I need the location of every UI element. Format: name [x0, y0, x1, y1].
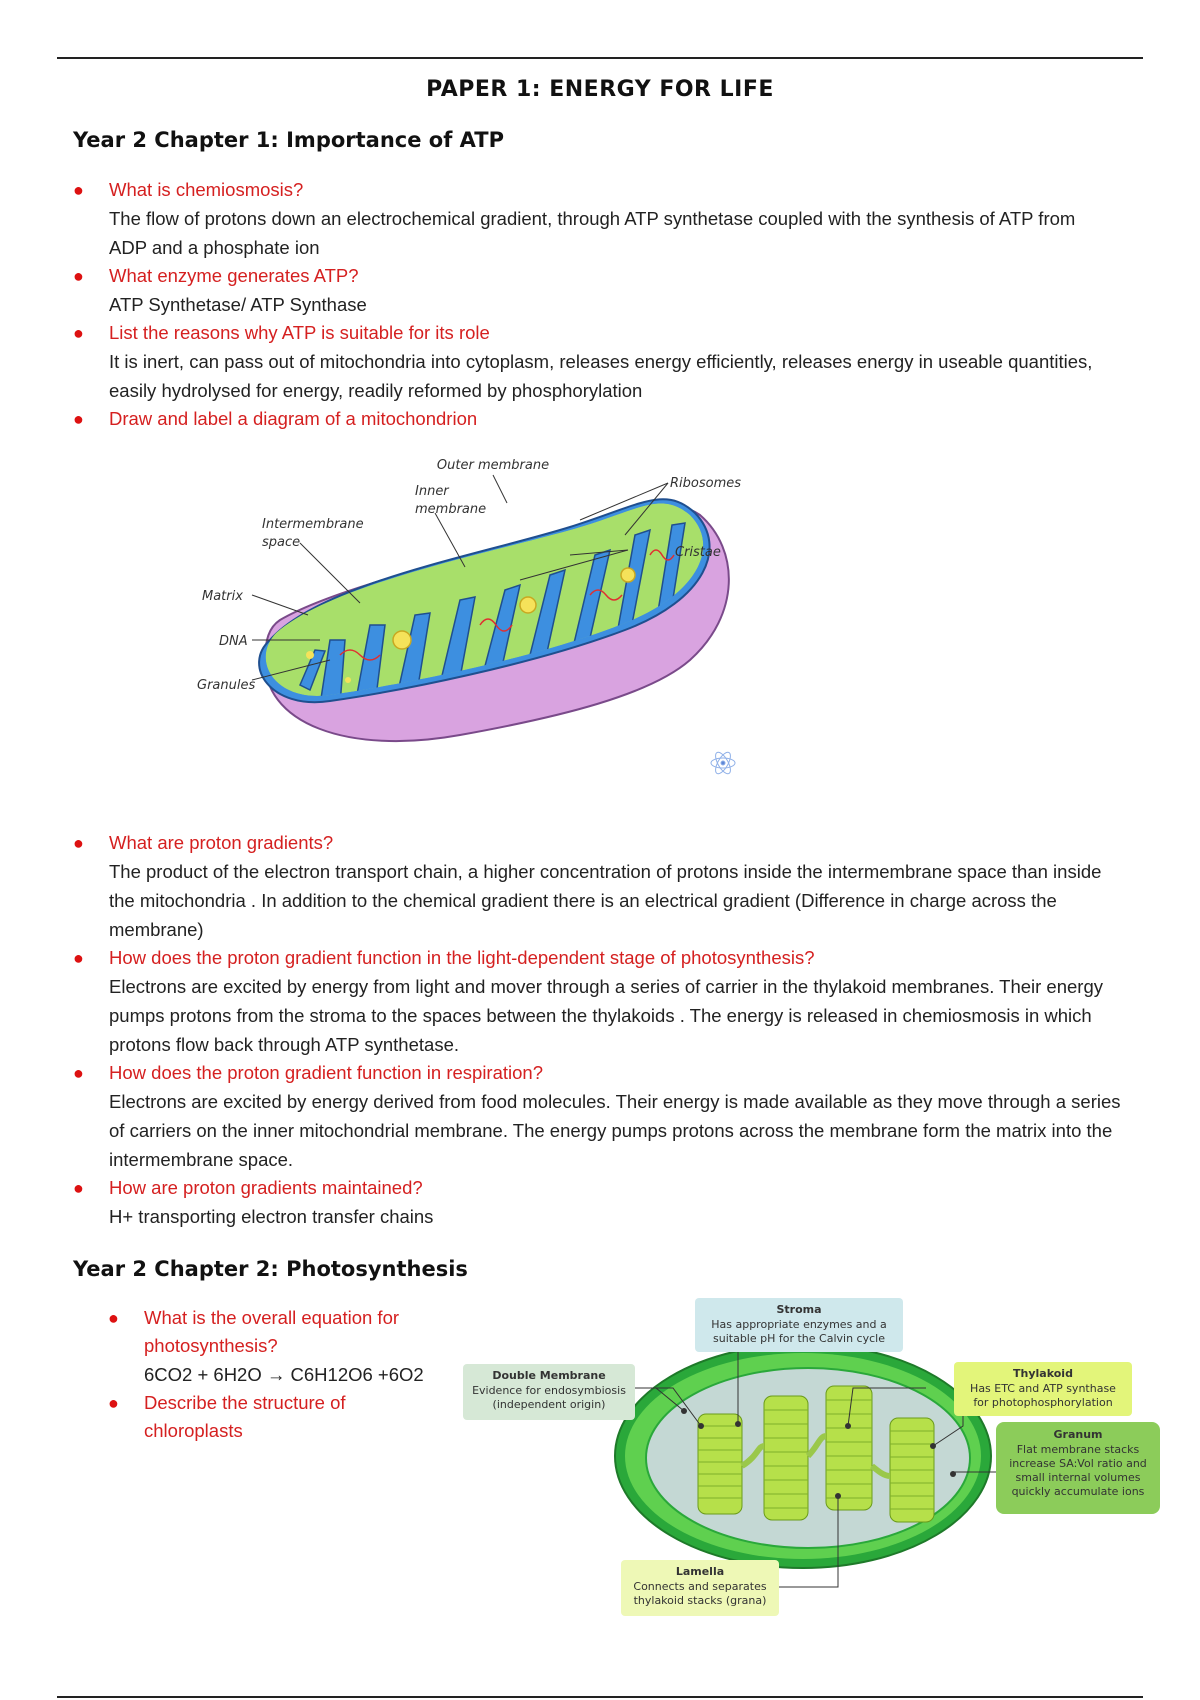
bullet-icon: ●	[108, 1393, 119, 1413]
chapter-1-heading: Year 2 Chapter 1: Importance of ATP	[73, 128, 505, 152]
granum-title: Granum	[1053, 1428, 1103, 1441]
bullet-icon: ●	[73, 1063, 84, 1083]
thylakoid-line-1: Has ETC and ATP synthase	[970, 1382, 1116, 1395]
list-item	[73, 405, 1113, 433]
question-text: How does the proton gradient function in the light-dependent stage of photosynthesis?	[109, 947, 815, 968]
question-text: What is chemiosmosis?	[109, 179, 304, 200]
granum-line-3: small internal volumes	[1015, 1471, 1141, 1484]
answer-text: H+ transporting electron transfer chains	[109, 1206, 434, 1227]
question-text: What enzyme generates ATP?	[109, 265, 359, 286]
stroma-line-2: suitable pH for the Calvin cycle	[713, 1332, 885, 1345]
matrix-label: Matrix	[202, 589, 243, 604]
double-membrane-line-2: (independent origin)	[492, 1398, 606, 1411]
bullet-icon: ●	[73, 323, 84, 343]
thylakoid-line-2: for photophosphorylation	[973, 1396, 1113, 1409]
question-text: How does the proton gradient function in respiration?	[109, 1062, 543, 1083]
chapter-1-qa-list-2	[73, 829, 1123, 1231]
granules-label: Granules	[197, 678, 256, 693]
list-item	[73, 1174, 1123, 1231]
inner-membrane-label-1: Inner	[415, 484, 449, 499]
outer-membrane-label: Outer membrane	[436, 458, 550, 473]
list-item	[73, 176, 1113, 262]
bullet-icon: ●	[73, 409, 84, 429]
answer-text: The flow of protons down an electrochemical gradient, through ATP synthetase coupled with the synthesis of ATP from ADP and a phosphate ion	[109, 208, 1076, 258]
list-item	[73, 262, 1113, 319]
question-text: Draw and label a diagram of a mitochondrion	[109, 408, 478, 429]
bullet-icon: ●	[73, 1178, 84, 1198]
double-membrane-title: Double Membrane	[492, 1369, 606, 1382]
lamella-line-2: thylakoid stacks (grana)	[633, 1594, 767, 1607]
question-text: List the reasons why ATP is suitable for its role	[109, 322, 490, 343]
granum-line-4: quickly accumulate ions	[1011, 1485, 1145, 1498]
question-text: Describe the structure of chloroplasts	[144, 1392, 346, 1441]
list-item	[73, 944, 1123, 1059]
page-title: PAPER 1: ENERGY FOR LIFE	[426, 77, 774, 102]
stroma-line-1: Has appropriate enzymes and a	[711, 1318, 887, 1331]
dna-label: DNA	[219, 634, 248, 649]
bullet-icon: ●	[73, 180, 84, 200]
chapter-2-heading: Year 2 Chapter 2: Photosynthesis	[73, 1257, 468, 1281]
answer-text: It is inert, can pass out of mitochondria into cytoplasm, releases energy efficiently, releases energy in useable quantities, easily hydrolysed for energy, readily reformed by phosphorylation	[109, 351, 1093, 401]
cristae-label: Cristae	[675, 545, 721, 560]
granum-line-1: Flat membrane stacks	[1016, 1443, 1140, 1456]
bullet-icon: ●	[73, 833, 84, 853]
atom-icon	[711, 750, 735, 776]
bullet-icon: ●	[108, 1308, 119, 1328]
thylakoid-title: Thylakoid	[1013, 1367, 1073, 1380]
inner-membrane-label-2: membrane	[415, 502, 487, 517]
list-item	[73, 319, 1113, 405]
answer-text: Electrons are excited by energy from light and mover through a series of carrier in the thylakoid membranes. Their energy pumps protons from the stroma to the spaces between the thylakoids . The energy is released in chemiosmosis in which protons flow back through ATP synthetase.	[109, 976, 1103, 1055]
double-membrane-line-1: Evidence for endosymbiosis	[472, 1384, 626, 1397]
stroma-title: Stroma	[776, 1303, 822, 1316]
bottom-rule	[57, 1696, 1143, 1698]
chapter-2-qa-list	[108, 1304, 438, 1445]
answer-text: Electrons are excited by energy derived from food molecules. Their energy is made available as they move through a series of carriers on the inner mitochondrial membrane. The energy pumps protons across the membrane form the matrix into the intermembrane space.	[109, 1091, 1121, 1170]
intermembrane-label-1: Intermembrane	[262, 517, 364, 532]
top-rule	[57, 57, 1143, 59]
lamella-title: Lamella	[675, 1565, 725, 1578]
bullet-icon: ●	[73, 948, 84, 968]
ribosomes-label: Ribosomes	[670, 476, 742, 491]
intermembrane-label-2: space	[262, 535, 301, 550]
answer-text: 6CO2 + 6H2O → C6H12O6 +6O2	[144, 1364, 424, 1385]
question-text: What is the overall equation for photosynthesis?	[144, 1307, 400, 1356]
list-item	[73, 829, 1123, 944]
bullet-icon: ●	[73, 266, 84, 286]
list-item	[108, 1389, 438, 1445]
lamella-line-1: Connects and separates	[633, 1580, 767, 1593]
chloroplast-diagram	[458, 1296, 1170, 1626]
mitochondrion-diagram	[180, 455, 780, 785]
granum-line-2: increase SA:Vol ratio and	[1009, 1457, 1147, 1470]
answer-text: ATP Synthetase/ ATP Synthase	[109, 294, 367, 315]
list-item	[108, 1304, 438, 1389]
answer-text: The product of the electron transport chain, a higher concentration of protons inside the intermembrane space than inside the mitochondria . In addition to the chemical gradient there is an electrical gradient (Difference in charge across the membrane)	[109, 861, 1102, 940]
question-text: How are proton gradients maintained?	[109, 1177, 423, 1198]
chapter-1-qa-list	[73, 176, 1113, 433]
question-text: What are proton gradients?	[109, 832, 334, 853]
list-item	[73, 1059, 1123, 1174]
